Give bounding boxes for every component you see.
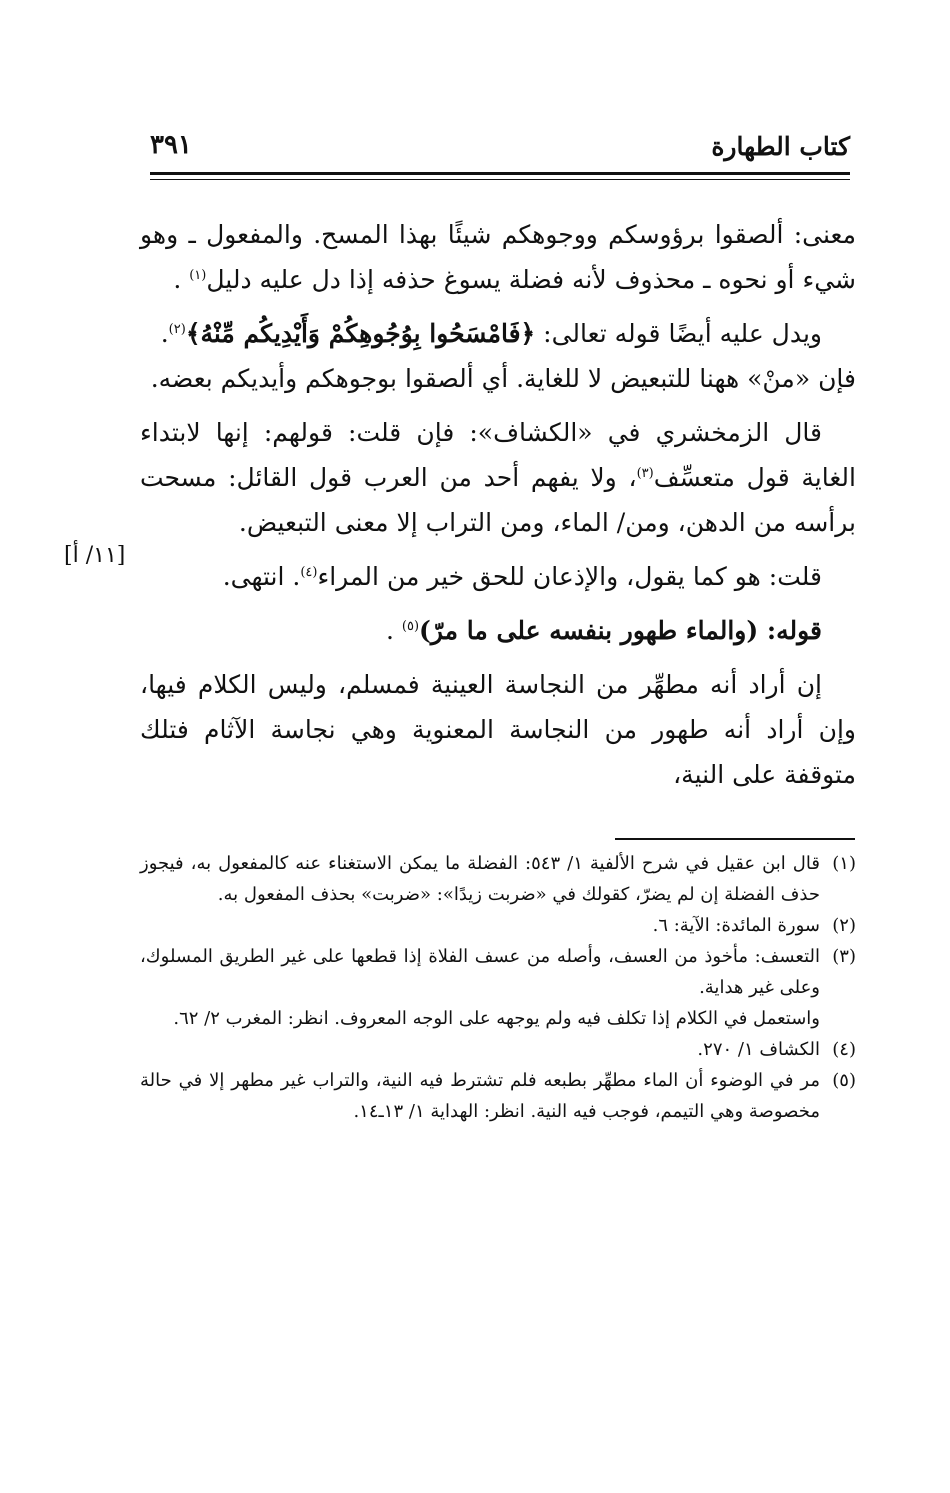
footnote-marker-2: (٢) (168, 322, 186, 337)
footnote-3-continuation: واستعمل في الكلام إذا تكلف فيه ولم يوجهه على الوجه المعروف. انظر: المغرب ٢/ ٦٢. (173, 1008, 820, 1029)
footnote-marker-3: (٣) (636, 466, 654, 481)
header-rule-thin (150, 179, 850, 180)
page-header (150, 128, 850, 168)
footnote-1: (١) قال ابن عقيل في شرح الألفية ١/ ٥٤٣: الفضلة ما يمكن الاستغناء عنه كالمفعول به، فيجوز حذف الفضلة إن لم يضرّ، كقولك في «ضربت زيدًا»: «ضربت» بحذف المفعول به. (140, 848, 856, 910)
main-text (140, 212, 856, 806)
paragraph-3: قال الزمخشري في «الكشاف»: فإن قلت: قولهم: إنها لابتداء الغاية قول متعسِّف$^{(٣)}$، ولا يفهم أحد من العرب قول القائل: مسحت برأسه من الدهن، ومن/ الماء، ومن التراب إلا معنى التبعيض. (140, 418, 856, 537)
header-rule-thick (150, 172, 850, 175)
paragraph-1: معنى: ألصقوا برؤوسكم ووجوهكم شيئًا بهذا المسح. والمفعول ـ وهو شيء أو نحوه ـ محذوف لأنه فضلة يسوغ حذفه إذا دل عليه دليل$^{(١)}$ . (140, 220, 856, 294)
footnote-3: (٣) التعسف: مأخوذ من العسف، وأصله من عسف الفلاة إذا قطعها على غير الطريق المسلوك، وعلى غير هداية. (140, 941, 856, 1003)
paragraph-4: قلت: هو كما يقول، والإذعان للحق خير من المراء$^{(٤)}$. انتهى. (222, 562, 822, 591)
footnote-2: (٢) سورة المائدة: الآية: ٦. (140, 910, 856, 941)
footnote-number: (٣) (832, 946, 856, 967)
footnote-marker-4: (٤) (300, 565, 318, 580)
quran-verse: ﴿فَامْسَحُوا بِوُجُوهِكُمْ وَأَيْدِيكُم مِّنْهُ﴾ (185, 319, 536, 348)
chapter-title: كتاب الطهارة (711, 132, 850, 161)
footnote-separator (615, 838, 855, 840)
paragraph-5: قوله: (والماء طهور بنفسه على ما مرّ)$^{(٥)}$ . (386, 616, 822, 645)
footnote-number: (٢) (832, 915, 856, 936)
footnote-5: (٥) مر في الوضوء أن الماء مطهِّر بطبعه فلم تشترط فيه النية، والتراب غير مطهر إلا في حالة مخصوصة وهي التيمم، فوجب فيه النية. انظر: الهداية ١/ ١٣ـ١٤. (140, 1065, 856, 1127)
footnote-4: (٤) الكشاف ١/ ٢٧٠. (140, 1034, 856, 1065)
margin-folio-reference: [١١/ أ] (64, 543, 126, 568)
footnote-marker-1: (١) (189, 268, 207, 283)
paragraph-6: إن أراد أنه مطهِّر من النجاسة العينية فمسلم، وليس الكلام فيها، وإن أراد أنه طهور من النجاسة المعنوية وهي نجاسة الآثام فتلك متوقفة على النية، (140, 670, 856, 789)
footnote-marker-5: (٥) (401, 619, 420, 634)
page-number: ٣٩١ (150, 130, 192, 160)
footnote-number: (٤) (832, 1039, 856, 1060)
footnotes (140, 848, 856, 1127)
footnote-number: (١) (832, 853, 856, 874)
quoted-text-label: قوله: (والماء طهور بنفسه على ما مرّ) (419, 616, 822, 645)
paragraph-2: ويدل عليه أيضًا قوله تعالى: ﴿فَامْسَحُوا بِوُجُوهِكُمْ وَأَيْدِيكُم مِّنْهُ﴾$^{(٢)}$. فإن «منْ» ههنا للتبعيض لا للغاية. أي ألصقوا بوجوهكم وأيديكم بعضه. (150, 319, 856, 393)
footnote-number: (٥) (832, 1070, 856, 1091)
